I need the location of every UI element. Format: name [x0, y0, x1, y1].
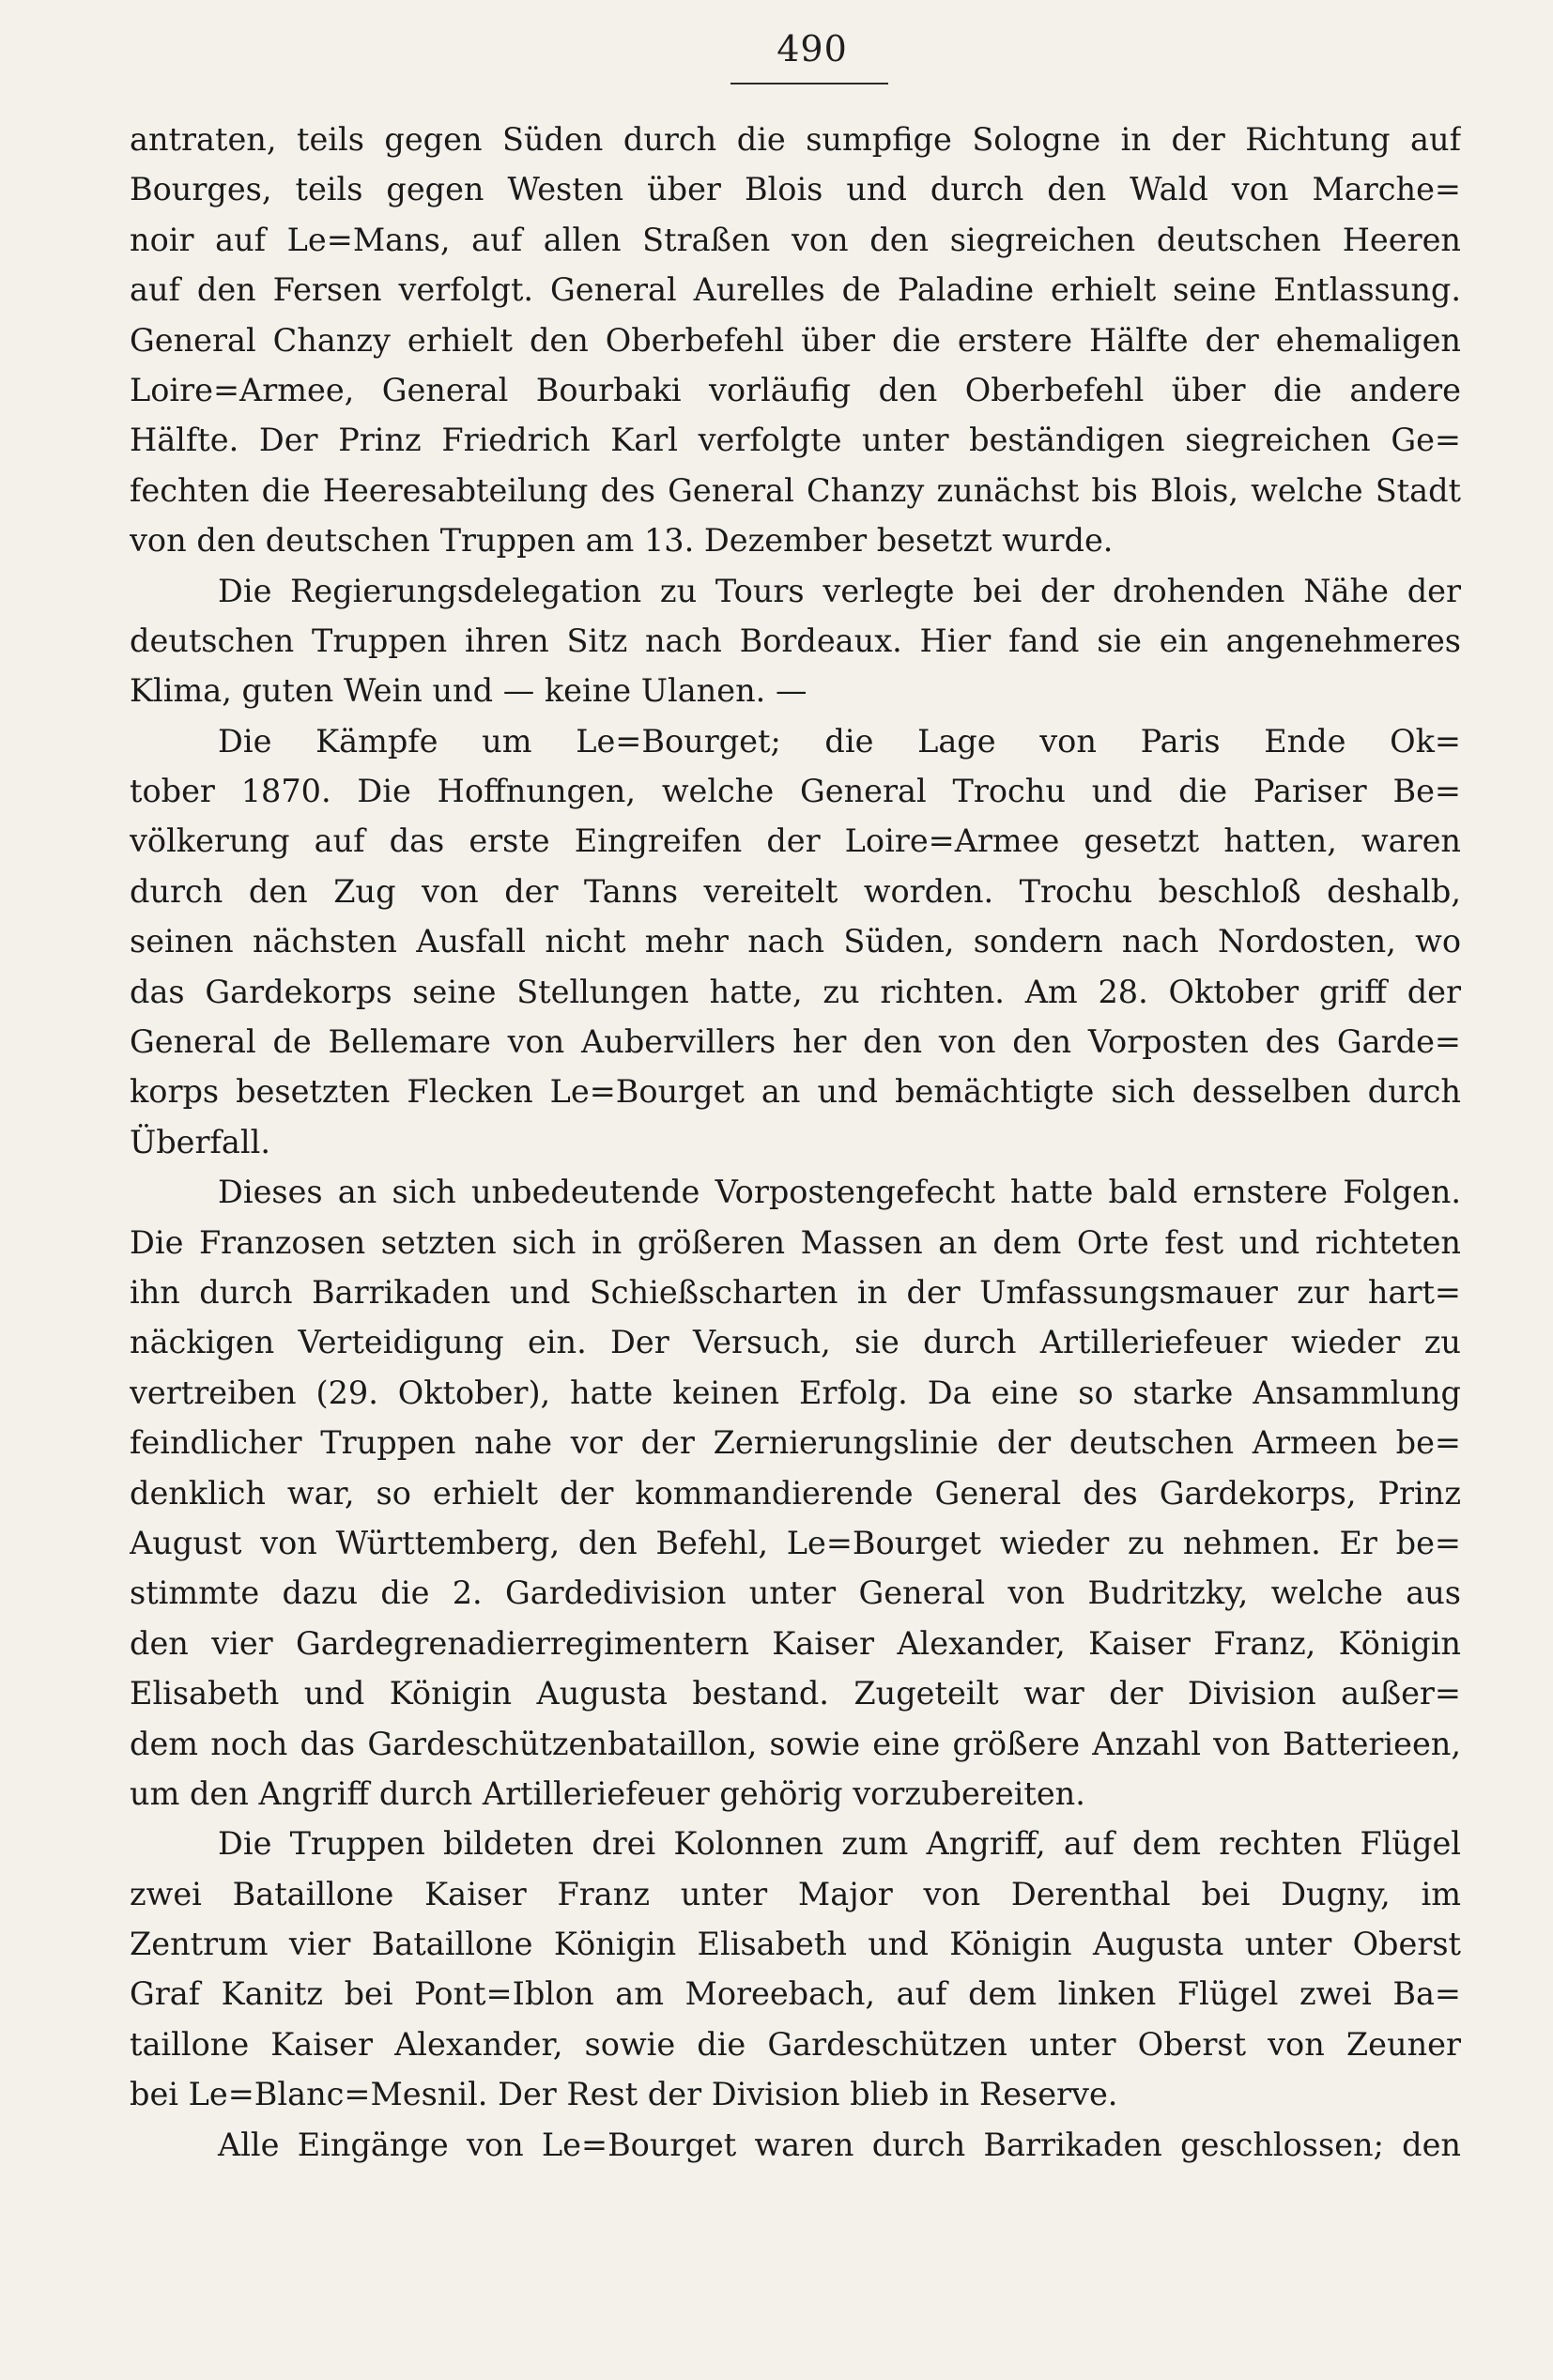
text-line: deutschen Truppen ihren Sitz nach Bordeaux. Hier fand sie ein angenehmeres: [130, 622, 1461, 659]
text-line: stimmte dazu die 2. Gardedivision unter General von Budritzky, welche aus: [130, 1574, 1461, 1612]
text-line: Die Kämpfe um Le=Bourget; die Lage von Paris Ende Ok=: [218, 722, 1461, 760]
text-line: seinen nächsten Ausfall nicht mehr nach Süden, sondern nach Nordosten, wo: [130, 923, 1461, 960]
text-line: zwei Bataillone Kaiser Franz unter Major von Derenthal bei Dugny, im: [130, 1875, 1461, 1912]
text-line: antraten, teils gegen Süden durch die sumpfige Sologne in der Richtung auf: [130, 121, 1461, 158]
text-line: Dieses an sich unbedeutende Vorpostengefecht hatte bald ernstere Folgen.: [218, 1174, 1461, 1211]
text-line: General de Bellemare von Aubervillers her den von den Vorposten des Garde=: [130, 1023, 1461, 1061]
text-line: Die Truppen bildeten drei Kolonnen zum Angriff, auf dem rechten Flügel: [218, 1825, 1461, 1863]
text-line: dem noch das Gardeschützenbataillon, sowie eine größere Anzahl von Batterieen,: [130, 1725, 1461, 1762]
text-line: taillone Kaiser Alexander, sowie die Gardeschützen unter Oberst von Zeuner: [130, 2025, 1461, 2063]
text-line: fechten die Heeresabteilung des General Chanzy zunächst bis Blois, welche Stadt: [130, 471, 1461, 509]
text-line: Elisabeth und Königin Augusta bestand. Zugeteilt war der Division außer=: [130, 1675, 1461, 1712]
text-line: ihn durch Barrikaden und Schießscharten in der Umfassungsmauer zur hart=: [130, 1273, 1461, 1311]
text-line: Alle Eingänge von Le=Bourget waren durch Barrikaden geschlossen; den: [218, 2126, 1461, 2163]
text-line: korps besetzten Flecken Le=Bourget an und bemächtigte sich desselben durch: [130, 1073, 1461, 1111]
text-line: den vier Gardegrenadierregimentern Kaiser Alexander, Kaiser Franz, Königin: [130, 1624, 1461, 1662]
text-line: denklich war, so erhielt der kommandierende General des Gardekorps, Prinz: [130, 1474, 1461, 1512]
text-line: Zentrum vier Bataillone Königin Elisabeth und Königin Augusta unter Oberst: [130, 1926, 1461, 1963]
text-line: Klima, guten Wein und — keine Ulanen. —: [130, 672, 807, 710]
text-line: Graf Kanitz bei Pont=Iblon am Moreebach, auf dem linken Flügel zwei Ba=: [130, 1975, 1461, 2013]
text-line: Die Regierungsdelegation zu Tours verlegte bei der drohenden Nähe der: [218, 572, 1461, 609]
text-line: August von Württemberg, den Befehl, Le=Bourget wieder zu nehmen. Er be=: [130, 1524, 1461, 1561]
text-line: noir auf Le=Mans, auf allen Straßen von den siegreichen deutschen Heeren: [130, 221, 1461, 258]
text-line: feindlicher Truppen nahe vor der Zernierungslinie der deutschen Armeen be=: [130, 1424, 1461, 1462]
text-line: Loire=Armee, General Bourbaki vorläufig den Oberbefehl über die andere: [130, 371, 1461, 408]
text-line: bei Le=Blanc=Mesnil. Der Rest der Division blieb in Reserve.: [130, 2076, 1118, 2113]
text-line: Die Franzosen setzten sich in größeren Massen an dem Orte fest und richteten: [130, 1223, 1461, 1261]
text-line: näckigen Verteidigung ein. Der Versuch, sie durch Artilleriefeuer wieder zu: [130, 1324, 1461, 1361]
text-line: Hälfte. Der Prinz Friedrich Karl verfolgte unter beständigen siegreichen Ge=: [130, 422, 1461, 459]
header-rule: [730, 83, 888, 84]
page-number: 490: [776, 28, 848, 69]
text-line: vertreiben (29. Oktober), hatte keinen Erfolg. Da eine so starke Ansammlung: [130, 1374, 1461, 1411]
text-line: auf den Fersen verfolgt. General Aurelles de Paladine erhielt seine Entlassung.: [130, 271, 1461, 309]
text-line: General Chanzy erhielt den Oberbefehl über die erstere Hälfte der ehemaligen: [130, 321, 1461, 359]
text-line: Überfall.: [130, 1123, 270, 1160]
body-text: [130, 115, 1461, 2170]
text-line: völkerung auf das erste Eingreifen der Loire=Armee gesetzt hatten, waren: [130, 822, 1461, 860]
text-line: um den Angriff durch Artilleriefeuer gehörig vorzubereiten.: [130, 1774, 1085, 1812]
text-line: durch den Zug von der Tanns vereitelt worden. Trochu beschloß deshalb,: [130, 872, 1461, 910]
text-line: das Gardekorps seine Stellungen hatte, zu richten. Am 28. Oktober griff der: [130, 973, 1461, 1010]
text-line: von den deutschen Truppen am 13. Dezember besetzt wurde.: [130, 522, 1114, 560]
text-line: Bourges, teils gegen Westen über Blois und durch den Wald von Marche=: [130, 171, 1461, 208]
text-line: tober 1870. Die Hoffnungen, welche General Trochu und die Pariser Be=: [130, 773, 1461, 810]
